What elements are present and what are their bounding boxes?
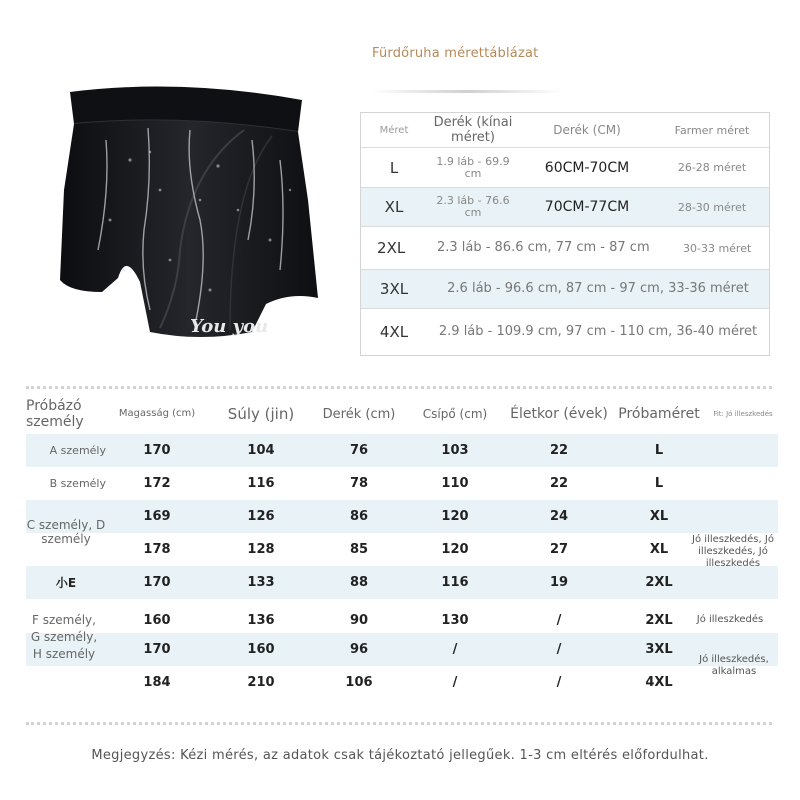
fit-row (26, 666, 778, 699)
brand-logo: You you (190, 316, 269, 337)
hip-cell: 120 (441, 509, 469, 524)
weight-cell: 104 (247, 443, 275, 458)
weight-cell: 116 (247, 476, 275, 491)
size-cell: 4XL (379, 323, 409, 341)
dotted-divider (26, 386, 772, 389)
title-underline (372, 90, 562, 93)
fit-note-cd: Jó illeszkedés, Jó illeszkedés, Jó illeszkedés (692, 534, 774, 569)
jeans-cell: 26-28 méret (677, 161, 747, 174)
size-cell: 3XL (379, 280, 409, 298)
waist-cell: 86 (349, 509, 369, 524)
size-row-xl (361, 188, 769, 227)
hip-cell: 130 (441, 613, 469, 628)
size-table (360, 112, 770, 356)
size-cell: XL (384, 198, 404, 216)
merged-waist-cell: 2.6 láb - 96.6 cm, 87 cm - 97 cm, 33-36 méret (447, 281, 749, 296)
dotted-divider (26, 722, 772, 725)
header-person: Próbázó személy (26, 398, 84, 430)
fit-row (26, 566, 778, 599)
weight-cell: 126 (247, 509, 275, 524)
header-height: Magasság (cm) (118, 408, 196, 419)
waist-cn-cell: 1.9 láb - 69.9 cm (436, 154, 510, 180)
person-label-cd: C személy, D személy (26, 518, 106, 546)
age-cell: 24 (549, 509, 569, 524)
swim-trunks-image (40, 70, 330, 370)
fit-row (26, 533, 778, 566)
person-cell: B személy (49, 477, 106, 490)
age-cell: 22 (549, 476, 569, 491)
header-age: Életkor (évek) (510, 406, 608, 422)
fit-row (26, 434, 778, 467)
fit-table-header (26, 396, 778, 432)
header-waist-cm: Derék (CM) (553, 122, 621, 137)
trial-size-cell: 4XL (645, 675, 673, 690)
height-cell: 170 (143, 642, 171, 657)
hip-cell: / (452, 642, 458, 657)
waist-cell: 78 (349, 476, 369, 491)
age-cell: / (556, 675, 562, 690)
age-cell: 27 (549, 542, 569, 557)
height-cell: 172 (143, 476, 171, 491)
waist-cell: 88 (349, 575, 369, 590)
header-waist: Derék (cm) (322, 406, 396, 422)
age-cell: / (556, 642, 562, 657)
header-weight: Súly (jin) (227, 405, 295, 423)
person-cell: A személy (49, 444, 106, 457)
fit-table (26, 396, 778, 706)
age-cell: 22 (549, 443, 569, 458)
size-row-3xl (361, 270, 769, 309)
trial-size-cell: L (654, 476, 664, 491)
trial-size-cell: XL (649, 509, 669, 524)
hip-cell: 110 (441, 476, 469, 491)
trial-size-cell: XL (649, 542, 669, 557)
weight-cell: 210 (247, 675, 275, 690)
size-cell: 2XL (377, 239, 406, 257)
fit-row (26, 467, 778, 500)
height-cell: 160 (143, 613, 171, 628)
hip-cell: 103 (441, 443, 469, 458)
weight-cell: 136 (247, 613, 275, 628)
trial-size-cell: 2XL (645, 575, 673, 590)
measurement-note: Megjegyzés: Kézi mérés, az adatok csak tájékoztató jellegűek. 1-3 cm eltérés előfordulhat. (91, 748, 709, 763)
waist-cell: 76 (349, 443, 369, 458)
trial-size-cell: 2XL (645, 613, 673, 628)
size-row-2xl (361, 227, 769, 270)
header-fit: Fit: Jó illeszkedés (713, 410, 773, 418)
size-chart-title: Fürdőruha mérettáblázat (372, 46, 539, 61)
waist-cell: 106 (345, 675, 373, 690)
person-label-fgh: F személy, G személy, H személy (30, 613, 98, 661)
size-cell: L (389, 158, 399, 177)
jeans-cell: 28-30 méret (677, 200, 747, 214)
height-cell: 170 (143, 575, 171, 590)
person-cell: 小E (55, 576, 77, 590)
fit-row (26, 633, 778, 666)
hip-cell: 120 (441, 542, 469, 557)
size-table-header (361, 113, 769, 148)
hip-cell: / (452, 675, 458, 690)
waist-cell: 85 (349, 542, 369, 557)
hip-cell: 116 (441, 575, 469, 590)
waist-cn-cell: 2.3 láb - 76.6 cm (436, 194, 510, 219)
weight-cell: 128 (247, 542, 275, 557)
size-row-4xl (361, 309, 769, 355)
height-cell: 184 (143, 675, 171, 690)
waist-cm-cell: 70CM-77CM (544, 199, 630, 215)
fit-note-f: Jó illeszkedés (696, 614, 764, 625)
merged-waist-cell: 2.3 láb - 86.6 cm, 77 cm - 87 cm (436, 240, 650, 255)
weight-cell: 160 (247, 642, 275, 657)
height-cell: 178 (143, 542, 171, 557)
header-waist-cn: Derék (kínai méret) (433, 115, 513, 145)
weight-cell: 133 (247, 575, 275, 590)
header-size: Méret (379, 124, 409, 136)
trial-size-cell: 3XL (645, 642, 673, 657)
header-jeans: Farmer méret (674, 123, 750, 137)
size-row-l (361, 148, 769, 188)
header-hip: Csípő (cm) (422, 407, 488, 421)
merged-waist-cell: 2.9 láb - 109.9 cm, 97 cm - 110 cm, 36-40 méret (438, 324, 758, 339)
age-cell: 19 (549, 575, 569, 590)
height-cell: 169 (143, 509, 171, 524)
waist-cell: 96 (349, 642, 369, 657)
waist-cell: 90 (349, 613, 369, 628)
jeans-cell: 30-33 méret (682, 241, 752, 255)
fit-row (26, 500, 778, 533)
header-trial-size: Próbaméret (618, 406, 700, 422)
age-cell: / (556, 613, 562, 628)
waist-cm-cell: 60CM-70CM (544, 159, 630, 176)
fit-note-gh: Jó illeszkedés, alkalmas (699, 654, 769, 677)
height-cell: 170 (143, 443, 171, 458)
trial-size-cell: L (654, 443, 664, 458)
